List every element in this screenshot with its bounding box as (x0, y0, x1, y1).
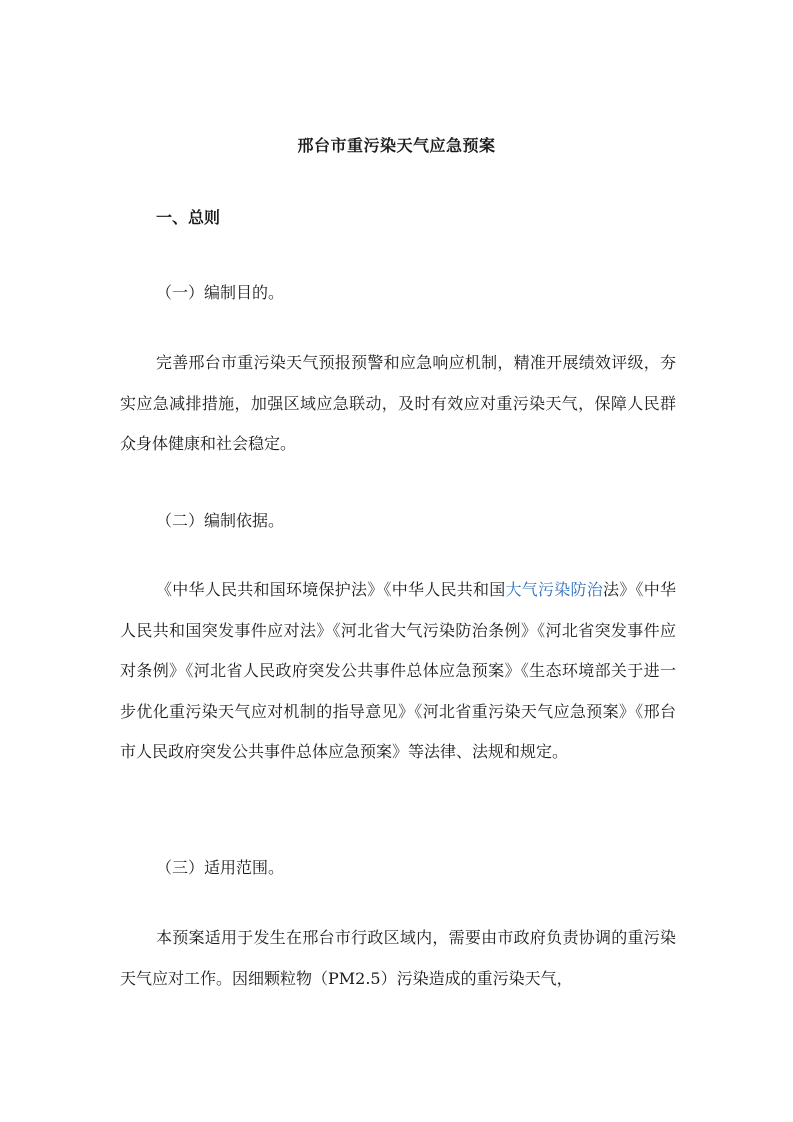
paragraph-scope: 本预案适用于发生在邢台市行政区域内，需要由市政府负责协调的重污染天气应对工作。因细颗粒物（PM2.5）污染造成的重污染天气， (120, 928, 676, 988)
basis-text-part-1: 《中华人民共和国环境保护法》《中华人民共和国 (156, 580, 506, 599)
link-air-pollution-prevention[interactable]: 大气污染防治 (505, 580, 603, 599)
section-heading-general: 一、总则 (156, 208, 221, 227)
basis-text-part-2: 法》《中华人民共和国突发事件应对法》《河北省大气污染防治条例》《河北省突发事件应对条例》《河北省人民政府突发公共事件总体应急预案》《生态环境部关于进一步优化重污染天气应对机制的指导意见》《河北省重污染天气应急预案》《邢台市人民政府突发公共事件总体应急预案》等法律、法规和规定。 (120, 580, 676, 761)
subsection-heading-basis: （二）编制依据。 (156, 511, 285, 530)
subsection-heading-purpose: （一）编制目的。 (156, 283, 285, 302)
paragraph-purpose: 完善邢台市重污染天气预报预警和应急响应机制，精准开展绩效评级，夯实应急减排措施，加强区域应急联动，及时有效应对重污染天气，保障人民群众身体健康和社会稳定。 (120, 353, 676, 453)
subsection-heading-scope: （三）适用范围。 (156, 858, 285, 877)
paragraph-basis (120, 570, 676, 773)
document-title: 邢台市重污染天气应急预案 (297, 136, 496, 155)
